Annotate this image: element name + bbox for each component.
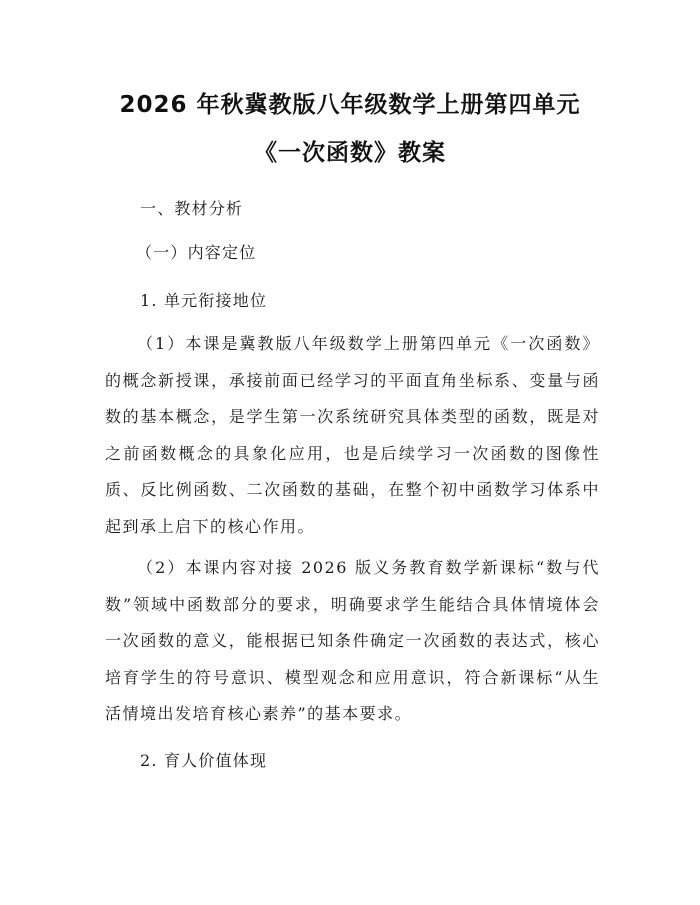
paragraph: （2）本课内容对接 2026 版义务教育数学新课标“数与代数”领域中函数部分的要求，明确要求学生能结合具体情境体会一次函数的意义，能根据已知条件确定一次函数的表达式，核心培育学生的符号意识、模型观念和应用意识，符合新课标“从生活情境出发培育核心素养”的基本要求。 (105, 558, 600, 723)
document-title-line-2: 《一次函数》教案 (254, 140, 446, 166)
paragraph: （1）本课是冀教版八年级数学上册第四单元《一次函数》的概念新授课，承接前面已经学习的平面直角坐标系、变量与函数的基本概念，是学生第一次系统研究具体类型的函数，既是对之前函数概念的具象化应用，也是后续学习一次函数的图像性质、反比例函数、二次函数的基础，在整个初中函数学习体系中起到承上启下的核心作用。 (105, 334, 600, 536)
section-heading: 一、教材分析 (140, 199, 244, 218)
item-heading: 1. 单元衔接地位 (140, 291, 268, 310)
subsection-heading: （一）内容定位 (136, 243, 257, 262)
item-heading: 2. 育人价值体现 (140, 751, 268, 770)
document-title-line-1: 2026 年秋冀教版八年级数学上册第四单元 (119, 92, 581, 118)
